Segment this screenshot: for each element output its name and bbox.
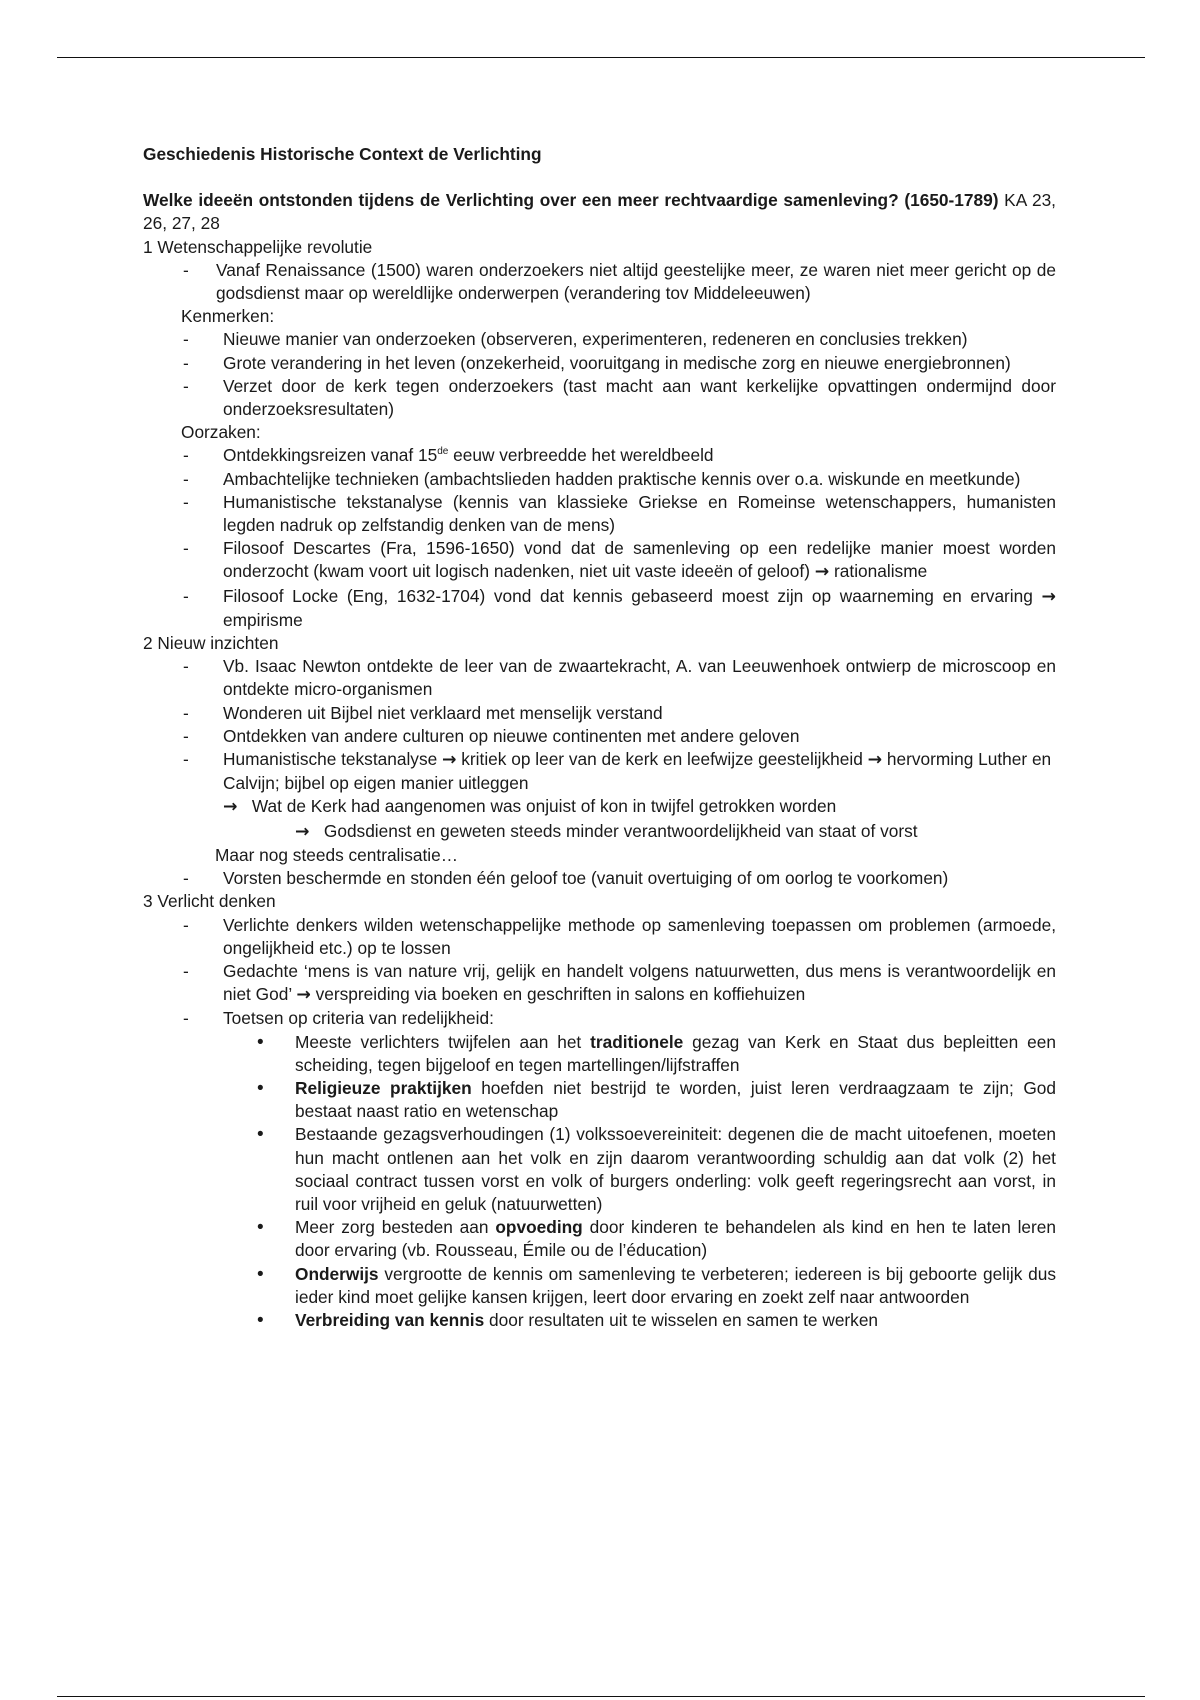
item-text: Godsdienst en geweten steeds minder verantwoordelijkheid van staat of vorst — [323, 820, 918, 841]
item-text: Gedachte ‘mens is van nature vrij, gelijk en handelt volgens natuurwetten, dus mens is verantwoordelijk en niet God’ — [223, 960, 1056, 1005]
list-item: - Ambachtelijke technieken (ambachtslieden hadden praktische kennis over o.a. wiskunde en meetkunde) — [143, 468, 1056, 491]
list-item — [143, 537, 1056, 584]
item-text: door resultaten uit te wisselen en samen te werken — [484, 1309, 879, 1330]
bullet-item — [143, 1216, 1056, 1262]
list-item: - Wonderen uit Bijbel niet verklaard met menselijk verstand — [143, 702, 1056, 725]
superscript: de — [437, 446, 449, 458]
item-bold: Verbreiding van kennis — [295, 1309, 485, 1330]
arrow-icon: → — [296, 985, 311, 1006]
list-item — [143, 444, 1056, 467]
question-text: Welke ideeën ontstonden tijdens de Verlichting over een meer rechtvaardige samenleving? (1650-1789) — [143, 190, 999, 211]
kenmerken-label: Kenmerken: — [181, 306, 275, 327]
arrow-icon: → — [1041, 586, 1056, 607]
section-heading-3: 3 Verlicht denken — [143, 891, 276, 912]
bullet-item — [143, 1263, 1056, 1309]
list-item — [143, 585, 1056, 632]
bullet-item — [143, 1309, 1056, 1332]
main-question — [143, 189, 1056, 235]
list-item: - Vanaf Renaissance (1500) waren onderzoekers niet altijd geestelijke meer, ze waren niet meer gericht op de godsdienst maar op wereldlijke onderwerpen (verandering tov Middeleeuwen) — [143, 259, 1056, 305]
item-text: door kinderen te behandelen als kind en hen te laten leren door ervaring (vb. Rousseau, Émile ou de l’éducation) — [295, 1217, 1056, 1261]
item-bold: Religieuze praktijken — [295, 1077, 472, 1098]
item-text: kritiek op leer van de kerk en leefwijze geestelijkheid — [456, 749, 868, 770]
section-heading-2: 2 Nieuw inzichten — [143, 633, 279, 654]
arrow-icon: → — [867, 750, 883, 771]
arrow-icon: → — [814, 562, 830, 583]
item-text: Filosoof Descartes (Fra, 1596-1650) vond dat de samenleving op een redelijke manier moest worden onderzocht (kwam voort uit logisch nadenken, niet uit vaste ideeën of geloof) — [223, 538, 1056, 582]
item-text: Filosoof Locke (Eng, 1632-1704) vond dat kennis gebaseerd moest zijn op waarneming en ervaring — [223, 585, 1042, 606]
item-text: Ontdekkingsreizen vanaf 15 — [223, 445, 438, 466]
list-item — [143, 748, 1056, 795]
list-item: - Humanistische tekstanalyse (kennis van klassieke Griekse en Romeinse wetenschappers, humanisten legden nadruk op zelfstandig denken van de mens) — [143, 491, 1056, 537]
arrow-item — [143, 795, 1056, 819]
item-text: verspreiding via boeken en geschriften in salons en koffiehuizen — [310, 984, 806, 1005]
arrow-icon: → — [295, 821, 310, 842]
arrow-item — [143, 820, 1056, 844]
list-item — [143, 960, 1056, 1007]
item-text: rationalisme — [829, 561, 928, 582]
item-text: vergrootte de kennis om samenleving te verbeteren; iedereen is bij geboorte gelijk dus ieder kind moet gelijke kansen krijgen, leert door ervaring en zoekt zelf naar antwoorden — [295, 1263, 1056, 1307]
document-body — [143, 143, 1056, 1332]
oorzaken-label: Oorzaken: — [181, 422, 261, 443]
list-item: - Vorsten beschermde en stonden één geloof toe (vanuit overtuiging of om oorlog te voorkomen) — [143, 867, 1056, 890]
item-text: Meeste verlichters twijfelen aan het — [295, 1031, 591, 1052]
item-text: hoefden niet bestrijd te worden, juist leren verdraagzaam te zijn; God bestaat naast ratio en wetenschap — [295, 1077, 1056, 1122]
list-item: - Grote verandering in het leven (onzekerheid, vooruitgang in medische zorg en nieuwe energiebronnen) — [143, 352, 1056, 375]
list-item: - Toetsen op criteria van redelijkheid: — [143, 1007, 1056, 1030]
arrow-icon: → — [442, 750, 457, 771]
bullet-item: • Bestaande gezagsverhoudingen (1) volkssoevereiniteit: degenen die de macht uitoefenen, moeten hun macht ontlenen aan het volk en zijn daarom verantwoording schuldig aan dat volk (2) het sociaal contract tussen vorst en volk of burgers onderling: volk geeft regeringsrecht aan vorst, in ruil voor vrijheid en geluk (natuurwetten) — [143, 1123, 1056, 1216]
item-text: Wat de Kerk had aangenomen was onjuist of kon in twijfel getrokken worden — [251, 796, 837, 817]
item-text: hervorming Luther en Calvijn; bijbel op eigen manier uitleggen — [223, 749, 1052, 794]
list-item: - Nieuwe manier van onderzoeken (observeren, experimenteren, redeneren en conclusies trekken) — [143, 328, 1056, 351]
item-text: eeuw verbreedde het wereldbeeld — [448, 445, 714, 466]
bullet-item — [143, 1077, 1056, 1123]
item-bold: traditionele — [590, 1031, 684, 1052]
item-text: Humanistische tekstanalyse — [223, 749, 442, 770]
bullet-item — [143, 1031, 1056, 1077]
arrow-icon: → — [223, 797, 238, 818]
footer-rule — [57, 1696, 1145, 1697]
item-bold: opvoeding — [495, 1217, 583, 1238]
header-rule — [57, 57, 1145, 58]
list-item: - Verlichte denkers wilden wetenschappelijke methode op samenleving toepassen om problemen (armoede, ongelijkheid etc.) op te lossen — [143, 914, 1056, 960]
item-text: empirisme — [223, 609, 303, 630]
question-ka: KA 23, 26, 27, 28 — [143, 190, 1056, 234]
list-item: - Verzet door de kerk tegen onderzoekers (tast macht aan want kerkelijke opvattingen ondermijnd door onderzoeksresultaten) — [143, 375, 1056, 421]
item-bold: Onderwijs — [295, 1263, 379, 1284]
list-item: - Ontdekken van andere culturen op nieuwe continenten met andere geloven — [143, 725, 1056, 748]
page-title: Geschiedenis Historische Context de Verlichting — [143, 144, 542, 164]
item-text: gezag van Kerk en Staat dus bepleitten een scheiding, tegen bijgeloof en tegen martellingen/lijfstraffen — [295, 1031, 1056, 1075]
maar-line: Maar nog steeds centralisatie… — [215, 844, 459, 865]
list-item: - Vb. Isaac Newton ontdekte de leer van de zwaartekracht, A. van Leeuwenhoek ontwierp de microscoop en ontdekte micro-organismen — [143, 655, 1056, 701]
item-text: Meer zorg besteden aan — [295, 1217, 496, 1238]
section-heading-1: 1 Wetenschappelijke revolutie — [143, 236, 373, 257]
